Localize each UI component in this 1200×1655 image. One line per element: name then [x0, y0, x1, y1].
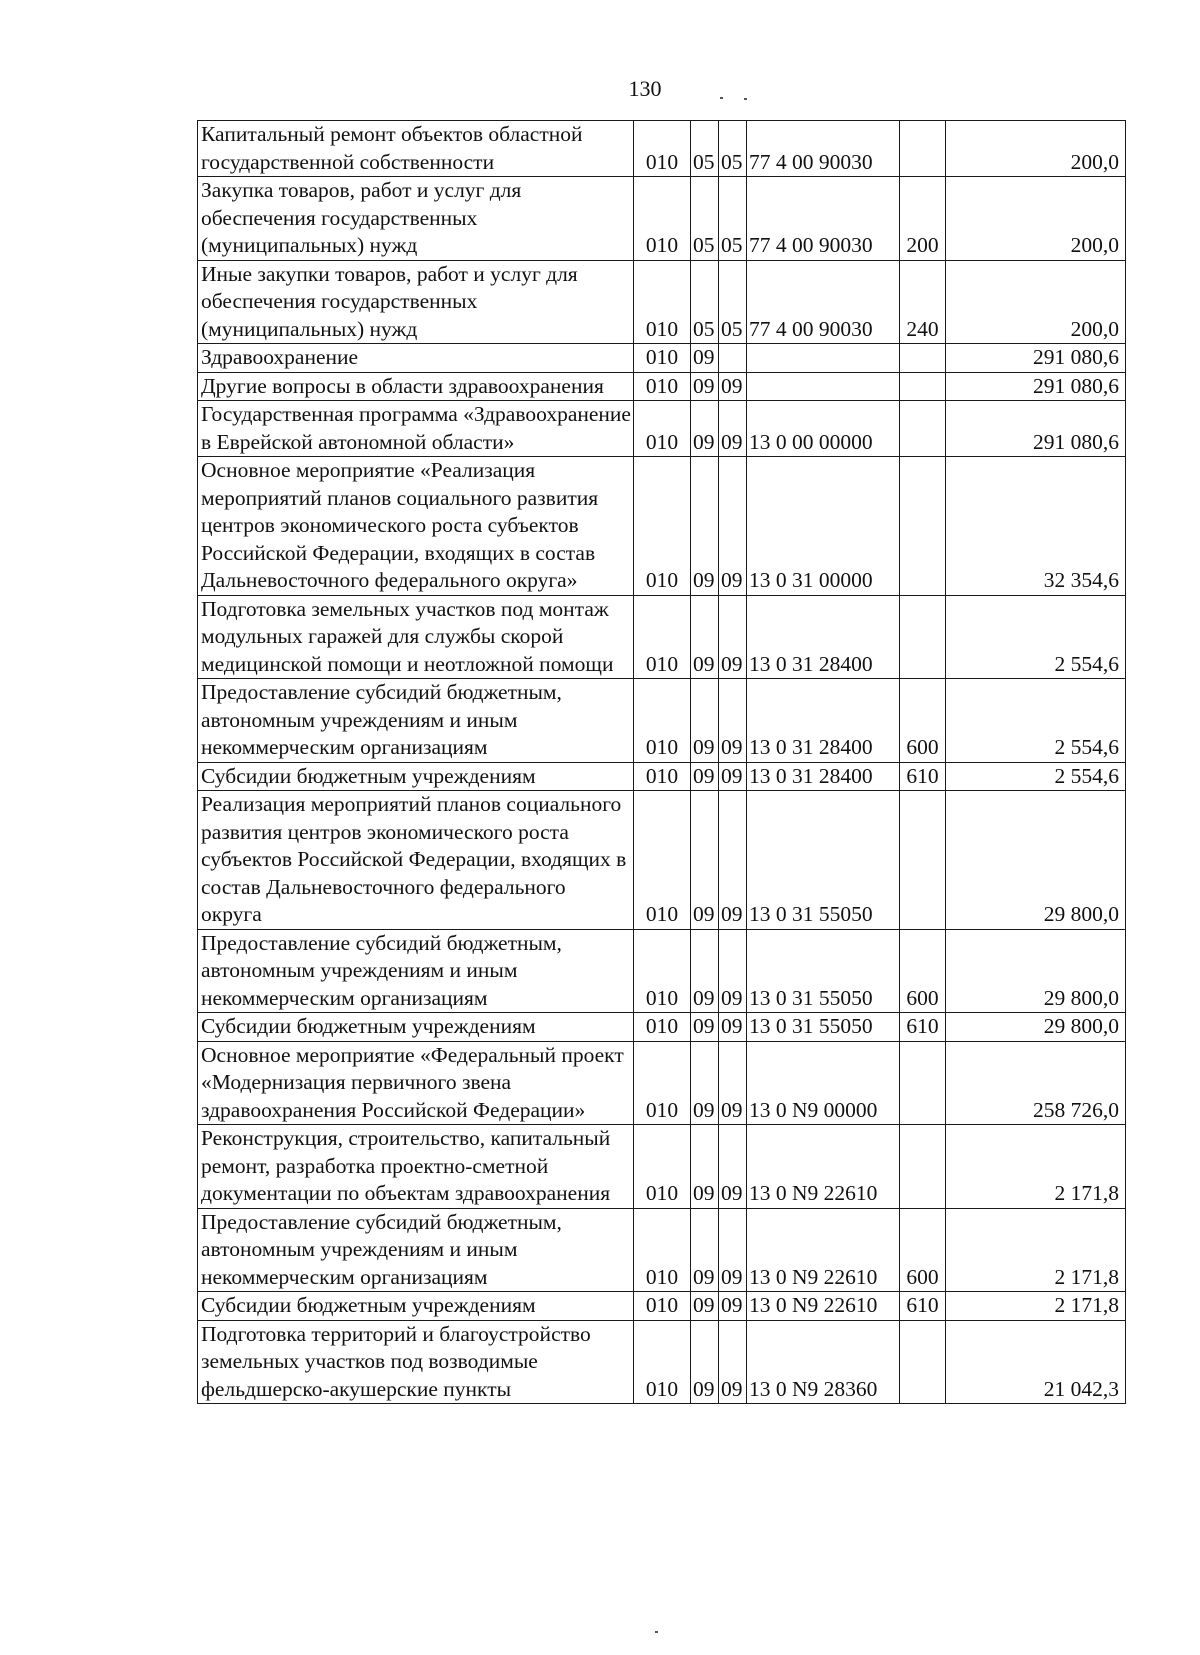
expense-type-cell	[900, 791, 946, 930]
row-name-cell: Иные закупки товаров, работ и услуг для обеспечения государственных (муниципальных) нужд	[198, 260, 634, 344]
section-code-cell: 09	[691, 401, 719, 457]
amount-cell: 291 080,6	[946, 372, 1126, 401]
table-row	[198, 1292, 1126, 1321]
table-row	[198, 1208, 1126, 1292]
row-name-cell: Другие вопросы в области здравоохранения	[198, 372, 634, 401]
target-code-cell: 13 0 00 00000	[747, 401, 900, 457]
amount-cell: 200,0	[946, 177, 1126, 261]
row-name-cell: Предоставление субсидий бюджетным, автономным учреждениям и иным некоммерческим организациям	[198, 1208, 634, 1292]
section-code-cell: 09	[691, 929, 719, 1013]
row-name-cell: Субсидии бюджетным учреждениям	[198, 762, 634, 791]
expense-type-cell	[900, 1125, 946, 1209]
ministry-code-cell: 010	[634, 762, 691, 791]
section-code-cell: 09	[691, 1292, 719, 1321]
budget-table	[197, 120, 1126, 1404]
subsection-code-cell: 09	[719, 1125, 747, 1209]
table-row	[198, 372, 1126, 401]
subsection-code-cell: 09	[719, 595, 747, 679]
section-code-cell: 09	[691, 1125, 719, 1209]
amount-cell: 2 554,6	[946, 762, 1126, 791]
target-code-cell: 77 4 00 90030	[747, 121, 900, 177]
target-code-cell: 77 4 00 90030	[747, 177, 900, 261]
amount-cell: 291 080,6	[946, 344, 1126, 373]
section-code-cell: 09	[691, 457, 719, 596]
target-code-cell: 13 0 31 28400	[747, 679, 900, 763]
expense-type-cell	[900, 401, 946, 457]
amount-cell: 32 354,6	[946, 457, 1126, 596]
expense-type-cell: 610	[900, 1013, 946, 1042]
section-code-cell: 09	[691, 679, 719, 763]
row-name-cell: Основное мероприятие «Реализация мероприятий планов социального развития центров экономического роста субъектов Российской Федерации, входящих в состав Дальневосточного федерального округа»	[198, 457, 634, 596]
page-number: 130	[628, 76, 662, 101]
amount-cell: 258 726,0	[946, 1041, 1126, 1125]
subsection-code-cell: 09	[719, 1013, 747, 1042]
section-code-cell: 09	[691, 372, 719, 401]
section-code-cell: 09	[691, 1041, 719, 1125]
row-name-cell: Закупка товаров, работ и услуг для обеспечения государственных (муниципальных) нужд	[198, 177, 634, 261]
expense-type-cell	[900, 457, 946, 596]
section-code-cell: 09	[691, 595, 719, 679]
table-row	[198, 679, 1126, 763]
expense-type-cell: 600	[900, 929, 946, 1013]
subsection-code-cell: 09	[719, 1292, 747, 1321]
subsection-code-cell: 05	[719, 260, 747, 344]
table-row	[198, 121, 1126, 177]
subsection-code-cell: 09	[719, 791, 747, 930]
ministry-code-cell: 010	[634, 177, 691, 261]
expense-type-cell: 610	[900, 762, 946, 791]
subsection-code-cell: 05	[719, 121, 747, 177]
section-code-cell: 09	[691, 344, 719, 373]
table-row	[198, 791, 1126, 930]
section-code-cell: 05	[691, 260, 719, 344]
subsection-code-cell: 09	[719, 1041, 747, 1125]
ministry-code-cell: 010	[634, 1292, 691, 1321]
table-row	[198, 401, 1126, 457]
ministry-code-cell: 010	[634, 372, 691, 401]
table-row	[198, 595, 1126, 679]
ministry-code-cell: 010	[634, 791, 691, 930]
row-name-cell: Подготовка земельных участков под монтаж модульных гаражей для службы скорой медицинской помощи и неотложной помощи	[198, 595, 634, 679]
target-code-cell: 13 0 N9 00000	[747, 1041, 900, 1125]
scan-speck	[655, 1631, 658, 1633]
row-name-cell: Здравоохранение	[198, 344, 634, 373]
subsection-code-cell: 05	[719, 177, 747, 261]
subsection-code-cell: 09	[719, 762, 747, 791]
ministry-code-cell: 010	[634, 344, 691, 373]
ministry-code-cell: 010	[634, 1208, 691, 1292]
target-code-cell: 13 0 31 28400	[747, 595, 900, 679]
row-name-cell: Субсидии бюджетным учреждениям	[198, 1292, 634, 1321]
expense-type-cell: 600	[900, 679, 946, 763]
table-body	[198, 121, 1126, 1404]
expense-type-cell: 200	[900, 177, 946, 261]
table-row	[198, 1041, 1126, 1125]
target-code-cell: 13 0 31 28400	[747, 762, 900, 791]
target-code-cell: 13 0 N9 28360	[747, 1320, 900, 1404]
row-name-cell: Предоставление субсидий бюджетным, автономным учреждениям и иным некоммерческим организациям	[198, 679, 634, 763]
target-code-cell: 13 0 31 00000	[747, 457, 900, 596]
table-row	[198, 762, 1126, 791]
ministry-code-cell: 010	[634, 1320, 691, 1404]
target-code-cell: 13 0 31 55050	[747, 1013, 900, 1042]
section-code-cell: 09	[691, 791, 719, 930]
table-row	[198, 1320, 1126, 1404]
row-name-cell: Государственная программа «Здравоохранение в Еврейской автономной области»	[198, 401, 634, 457]
amount-cell: 29 800,0	[946, 929, 1126, 1013]
amount-cell: 291 080,6	[946, 401, 1126, 457]
amount-cell: 29 800,0	[946, 791, 1126, 930]
section-code-cell: 05	[691, 121, 719, 177]
target-code-cell: 13 0 31 55050	[747, 929, 900, 1013]
subsection-code-cell: 09	[719, 1320, 747, 1404]
target-code-cell: 13 0 N9 22610	[747, 1208, 900, 1292]
ministry-code-cell: 010	[634, 1041, 691, 1125]
target-code-cell: 13 0 N9 22610	[747, 1125, 900, 1209]
expense-type-cell: 600	[900, 1208, 946, 1292]
ministry-code-cell: 010	[634, 401, 691, 457]
table-row	[198, 260, 1126, 344]
expense-type-cell	[900, 372, 946, 401]
amount-cell: 2 171,8	[946, 1125, 1126, 1209]
ministry-code-cell: 010	[634, 1013, 691, 1042]
amount-cell: 2 171,8	[946, 1292, 1126, 1321]
expense-type-cell	[900, 1041, 946, 1125]
target-code-cell: 13 0 N9 22610	[747, 1292, 900, 1321]
expense-type-cell: 610	[900, 1292, 946, 1321]
table-row	[198, 177, 1126, 261]
section-code-cell: 05	[691, 177, 719, 261]
amount-cell: 2 171,8	[946, 1208, 1126, 1292]
subsection-code-cell: 09	[719, 679, 747, 763]
subsection-code-cell: 09	[719, 457, 747, 596]
row-name-cell: Субсидии бюджетным учреждениям	[198, 1013, 634, 1042]
ministry-code-cell: 010	[634, 1125, 691, 1209]
amount-cell: 2 554,6	[946, 679, 1126, 763]
subsection-code-cell: 09	[719, 401, 747, 457]
subsection-code-cell: 09	[719, 929, 747, 1013]
expense-type-cell	[900, 595, 946, 679]
ministry-code-cell: 010	[634, 929, 691, 1013]
ministry-code-cell: 010	[634, 679, 691, 763]
section-code-cell: 09	[691, 1320, 719, 1404]
section-code-cell: 09	[691, 1208, 719, 1292]
table-row	[198, 1125, 1126, 1209]
section-code-cell: 09	[691, 1013, 719, 1042]
subsection-code-cell: 09	[719, 1208, 747, 1292]
row-name-cell: Подготовка территорий и благоустройство земельных участков под возводимые фельдшерско-акушерские пункты	[198, 1320, 634, 1404]
row-name-cell: Основное мероприятие «Федеральный проект «Модернизация первичного звена здравоохранения Российской Федерации»	[198, 1041, 634, 1125]
expense-type-cell	[900, 121, 946, 177]
ministry-code-cell: 010	[634, 121, 691, 177]
ministry-code-cell: 010	[634, 595, 691, 679]
expense-type-cell	[900, 1320, 946, 1404]
amount-cell: 200,0	[946, 121, 1126, 177]
table-row	[198, 457, 1126, 596]
scan-speck	[744, 98, 747, 100]
expense-type-cell	[900, 344, 946, 373]
scan-speck	[720, 97, 723, 99]
amount-cell: 2 554,6	[946, 595, 1126, 679]
row-name-cell: Предоставление субсидий бюджетным, автономным учреждениям и иным некоммерческим организациям	[198, 929, 634, 1013]
target-code-cell	[747, 372, 900, 401]
row-name-cell: Капитальный ремонт объектов областной государственной собственности	[198, 121, 634, 177]
amount-cell: 29 800,0	[946, 1013, 1126, 1042]
ministry-code-cell: 010	[634, 457, 691, 596]
amount-cell: 21 042,3	[946, 1320, 1126, 1404]
table-row	[198, 1013, 1126, 1042]
target-code-cell: 77 4 00 90030	[747, 260, 900, 344]
table-row	[198, 929, 1126, 1013]
ministry-code-cell: 010	[634, 260, 691, 344]
section-code-cell: 09	[691, 762, 719, 791]
row-name-cell: Реализация мероприятий планов социального развития центров экономического роста субъектов Российской Федерации, входящих в состав Дальневосточного федерального округа	[198, 791, 634, 930]
expense-type-cell: 240	[900, 260, 946, 344]
subsection-code-cell: 09	[719, 372, 747, 401]
target-code-cell: 13 0 31 55050	[747, 791, 900, 930]
target-code-cell	[747, 344, 900, 373]
amount-cell: 200,0	[946, 260, 1126, 344]
table-row	[198, 344, 1126, 373]
subsection-code-cell	[719, 344, 747, 373]
row-name-cell: Реконструкция, строительство, капитальный ремонт, разработка проектно-сметной документации по объектам здравоохранения	[198, 1125, 634, 1209]
